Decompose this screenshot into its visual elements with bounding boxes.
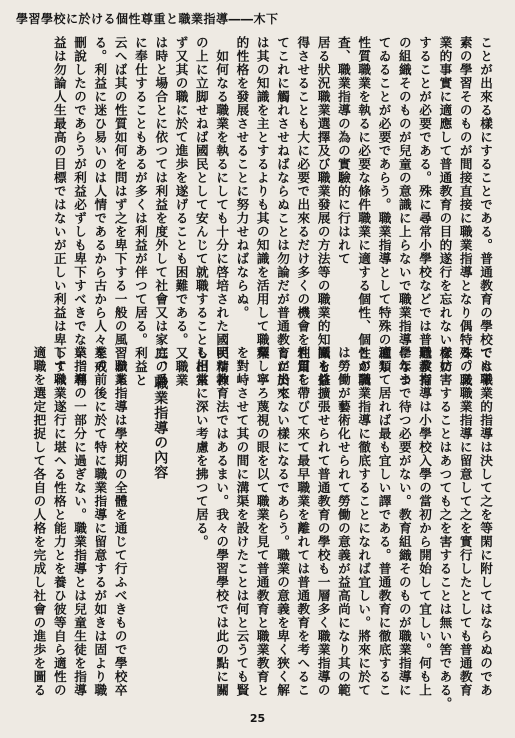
lower-right-text: ても職業的指導は決して之を等閑に附してはならぬのであ る。又職業指導に留意して之を實行したとしても普通教育 を妨害することはあつても之を害することは無い筈である。 職業指導は小學校入學の當初から開始して宜しい。何も上 學年まで待つ必要がない。教育組織そのものが職業指導に 適して居れば最も宜しい譯である。普通教育に徹底するこ とが職業指導に徹底することになれば宜しい。將來に於て は勞働が藝術化せられて勞働の意義が益高尚になり其の範 圍も益擴張せられて普通教育の學校も一層多く職業指導の 性質を帶びて來て最早職業を離れては普通教育を考へるこ とが出來ない樣になるであらう。職業の意義を卑く狹く解 釋し寧ろ蔑視の眼を以て職業を見て普通教育と職業教育と を對峙させて其の間に溝渠を設けたことは何と云うても賢 明な教育法ではあるまい。我々の學習學校では此の點に關 し相當に深い考慮を拂つて居る。 <box>193 346 493 711</box>
running-head: 學習學校に於ける個性尊重と職業指導――木下 <box>16 12 279 26</box>
section-heading: 二、職業指導の內容 <box>152 346 169 481</box>
upper-text-block: ことが出來る樣にすることである。普通教育の學校では平 素の學習そのものが間接直接に職業指導となり偶特殊の職 業的事實に適應して普通教育の目的遂行を忘れない樣に することが必要である。殊に尋常小學校などでは普通教育 の組織そのものが兒童の意識に上らないで職業指導になつ てゐることが必要であらう。職業指導として特殊の種類 性質職業を執るに必要な條件職業に適する個性、個性の調 査、職業指導の為の實驗的に行はれて 居る狀況職業選擇及び職業發展の方法等の職業的知識を修 得させることも大に必要で出來るだけ多くの機會を利用し てこれに觸れさせねばならぬことは勿論だが普通教育に於て は其の知識を主とするよりも其の知識を活用して職業 的性格を發展させることに努力せねばならぬ。 如何なる職業を執るにしても十分に啓培された國民精神 の上に立脚せねば國民として安んじて就職することも出來 ず又其の職に於て進歩を遂げることも困難である。又職業 は時と場合とに依つては利益を度外して社會又は家庭の爲 に奉仕することもあるが多くは利益が伴つて居る。利益と 云へば其の性質如何を問はず之を卑下する一般の風習があ る。利益に迷ひ易いのは人情であるから古から人々を戒 刪說したのであらうが利益必ずしも卑下すべきでない。利 益は勿論人生最高の目標ではないが正しい利益は卑下すべ <box>51 36 493 401</box>
lower-left-text: 職業指導は學校期の全體を通じて行ふべきもので學校卒 業の前後に於て特に職業指導に留意するが如きは固より職 業指導の一部分に過ぎない。職業指導とは兒童生徒を指導 して職業遂行に堪へる性格と能力とを養ひ彼等自ら適性の 適職を選定把捉して各自の人格を完成し社會の進歩を圖る <box>31 346 128 697</box>
page-number: 25 <box>249 712 266 725</box>
lower-text-block <box>20 346 495 711</box>
